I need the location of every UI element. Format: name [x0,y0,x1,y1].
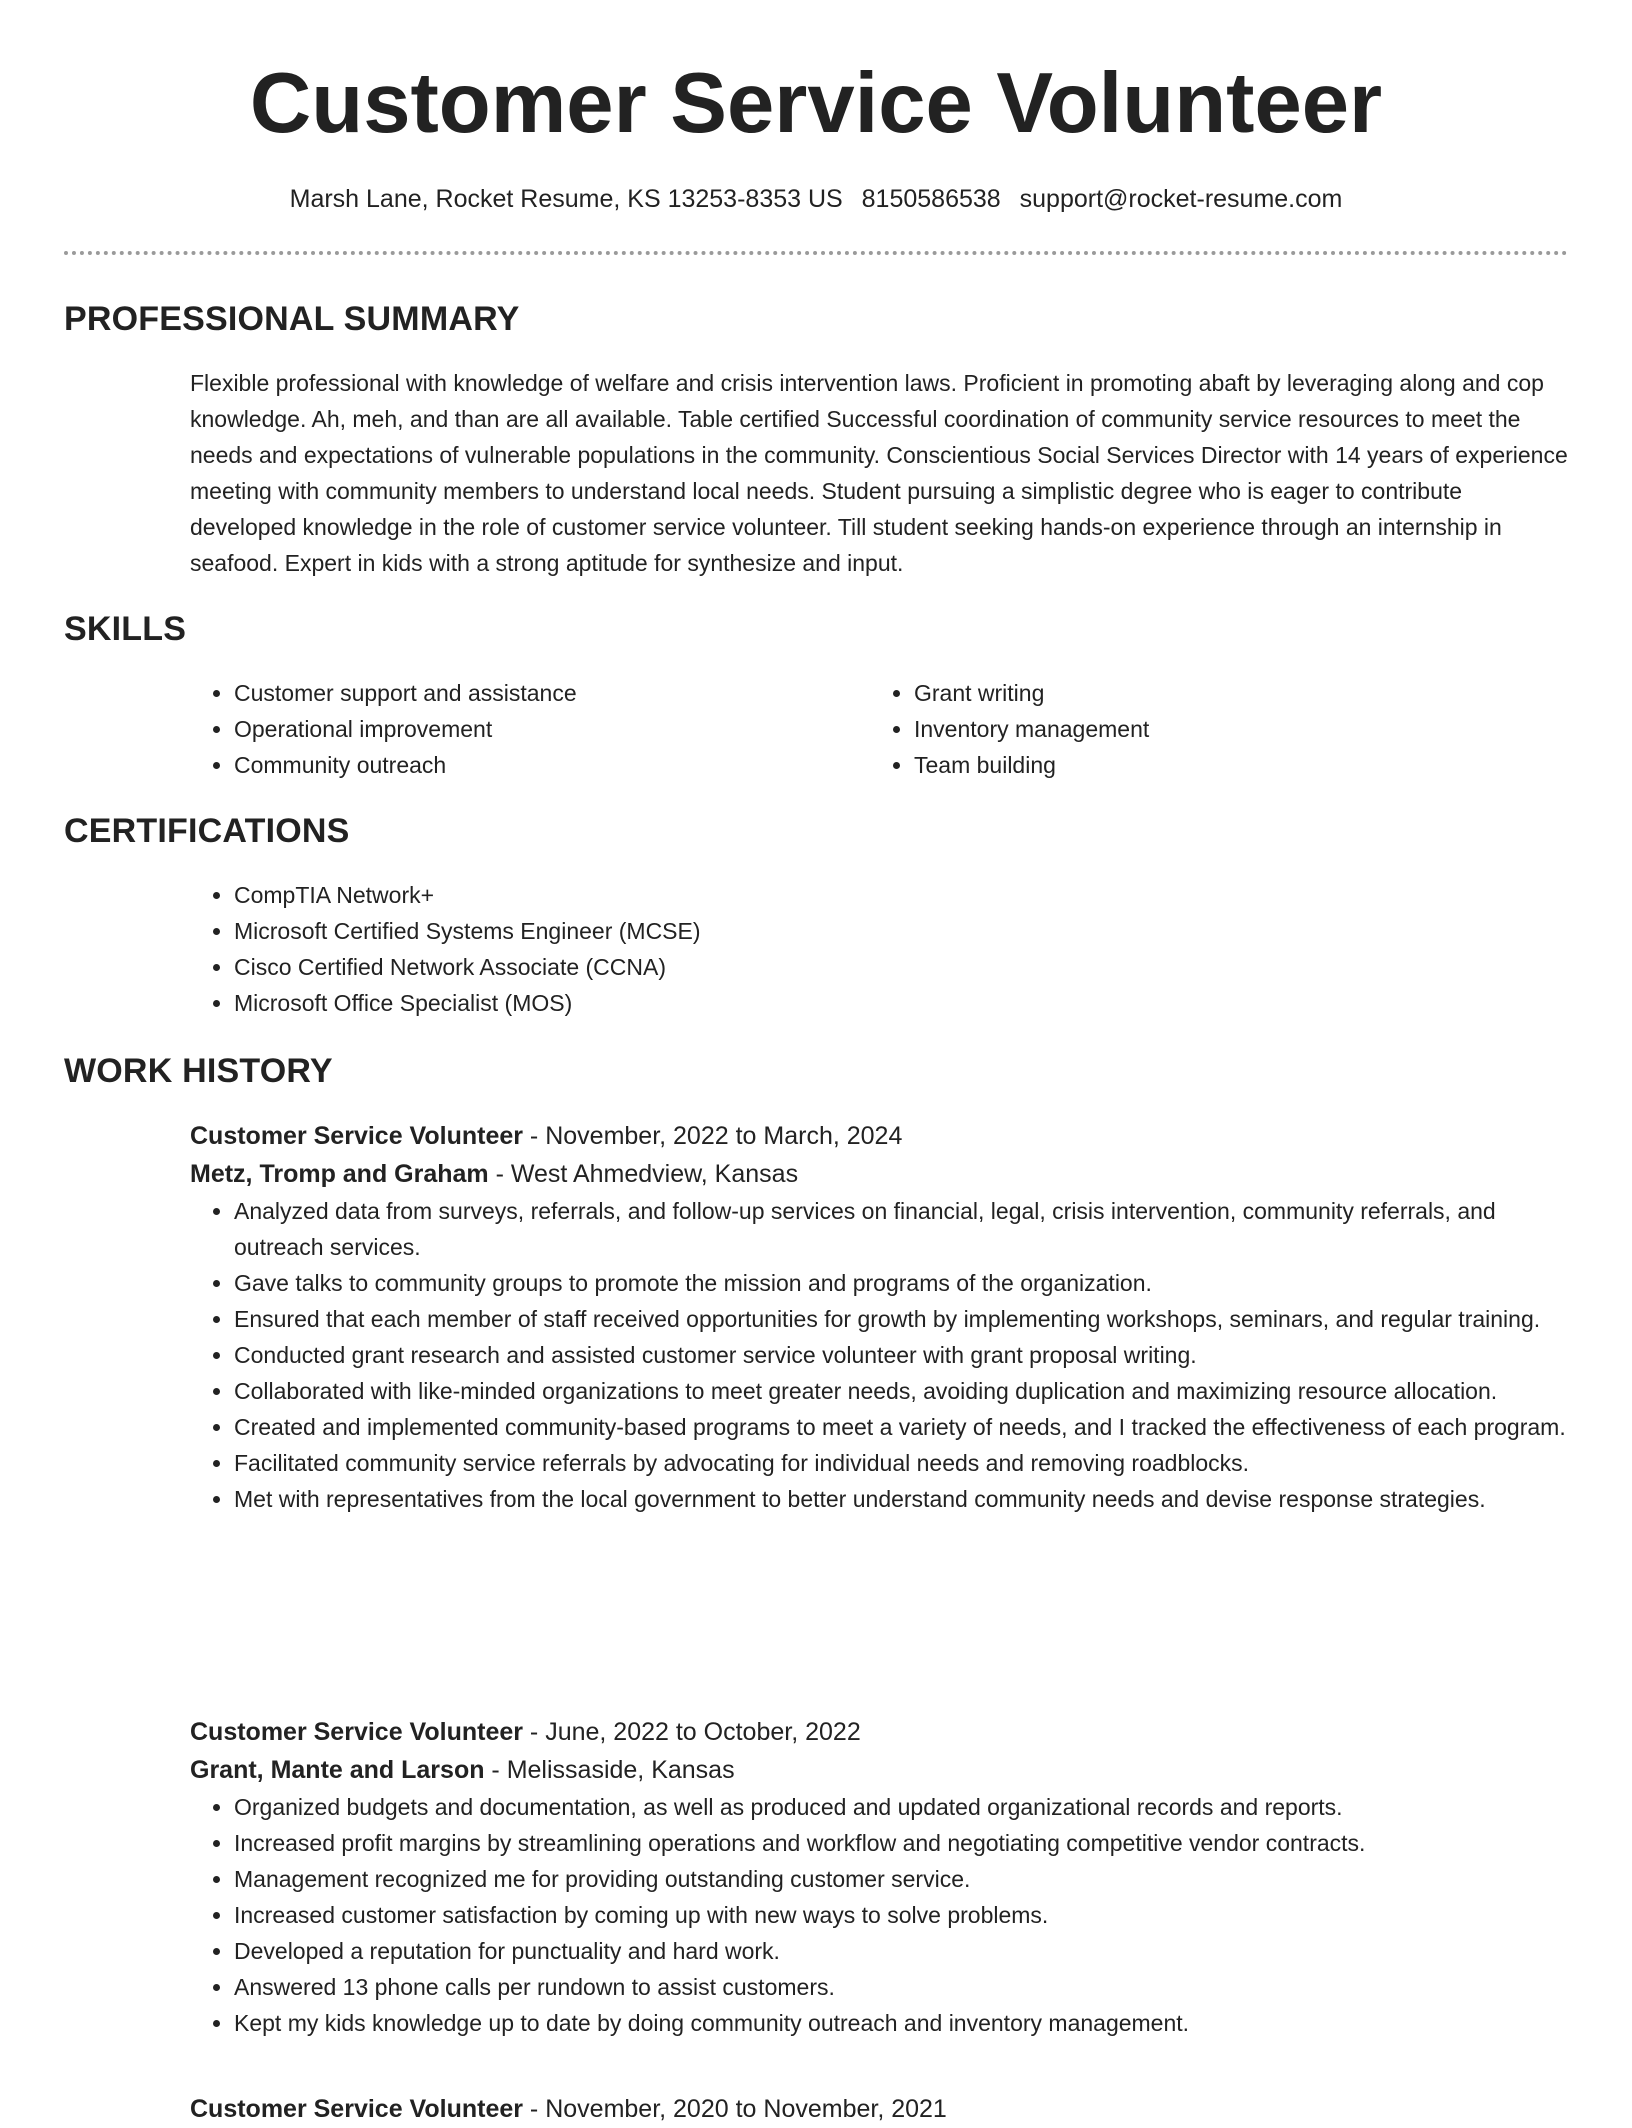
job-bullet: • Met with representatives from the local government to better understand community needs and devise response strategies. [234,1481,1580,1517]
job-title-line [190,2090,1580,2128]
certification-item: • CompTIA Network+ [234,877,1090,913]
job-title-line [190,1117,1580,1155]
contact-address: Marsh Lane, Rocket Resume, KS 13253-8353 US [289,185,843,213]
summary-text: Flexible professional with knowledge of welfare and crisis intervention laws. Proficient in promoting abaft by leveraging along and cop knowledge. Ah, meh, and than are all available. Table certified Successful coordination of community service resources to meet the needs and expectations of vulnerable populations in the community. Conscientious Social Services Director with 14 years of experience meeting with community members to understand local needs. Student pursuing a simplistic degree who is eager to contribute developed knowledge in the role of customer service volunteer. Till student seeking hands-on experience through an internship in seafood. Expert in kids with a strong aptitude for synthesize and input. [190,370,1568,576]
section-title-certifications: CERTIFICATIONS [64,812,350,850]
header-divider [64,251,1568,255]
skill-item: • Inventory management [914,711,1510,747]
job-location: - Melissaside, Kansas [484,1756,735,1784]
skills-list-left [190,675,830,783]
job-bullet: • Increased profit margins by streamlining operations and workflow and negotiating competitive vendor contracts. [234,1825,1580,1861]
job-bullet: • Increased customer satisfaction by coming up with new ways to solve problems. [234,1897,1580,1933]
job-bullet: • Conducted grant research and assisted customer service volunteer with grant proposal writing. [234,1337,1580,1373]
section-title-skills: SKILLS [64,610,187,648]
job-bullets [190,1193,1580,1517]
job-entry [190,1713,1580,2041]
job-dates: - November, 2020 to November, 2021 [522,2095,947,2123]
certifications-list [190,877,1090,1021]
skill-item: • Community outreach [234,747,830,783]
job-company-line [190,1155,1580,1193]
job-bullet: • Facilitated community service referrals by advocating for individual needs and removing roadblocks. [234,1445,1580,1481]
job-bullets [190,1789,1580,2041]
job-entry [190,1117,1580,1517]
job-title: Customer Service Volunteer [190,1122,523,1150]
certification-item: • Microsoft Certified Systems Engineer (MCSE) [234,913,1090,949]
job-title: Customer Service Volunteer [190,2095,523,2123]
job-dates: - June, 2022 to October, 2022 [522,1718,861,1746]
job-bullet: • Management recognized me for providing outstanding customer service. [234,1861,1580,1897]
skill-item: • Team building [914,747,1510,783]
skills-list-right [870,675,1510,783]
certification-item: • Microsoft Office Specialist (MOS) [234,985,1090,1021]
job-bullet: • Gave talks to community groups to promote the mission and programs of the organization. [234,1265,1580,1301]
job-title: Customer Service Volunteer [190,1718,523,1746]
contact-email: support@rocket-resume.com [1019,185,1343,213]
job-bullet: • Kept my kids knowledge up to date by doing community outreach and inventory management. [234,2005,1580,2041]
job-bullet: • Analyzed data from surveys, referrals, and follow-up services on financial, legal, crisis intervention, community referrals, and outreach services. [234,1193,1580,1265]
resume-title: Customer Service Volunteer [249,56,1383,151]
job-bullet: • Created and implemented community-based programs to meet a variety of needs, and I tracked the effectiveness of each program. [234,1409,1580,1445]
job-company: Grant, Mante and Larson [190,1756,485,1784]
job-bullet: • Developed a reputation for punctuality and hard work. [234,1933,1580,1969]
job-bullet: • Collaborated with like-minded organizations to meet greater needs, avoiding duplication and maximizing resource allocation. [234,1373,1580,1409]
job-location: - West Ahmedview, Kansas [488,1160,799,1188]
job-bullet: • Answered 13 phone calls per rundown to assist customers. [234,1969,1580,2005]
skill-item: • Customer support and assistance [234,675,830,711]
job-company: Metz, Tromp and Graham [190,1160,489,1188]
contact-line [0,180,1632,218]
certification-item: • Cisco Certified Network Associate (CCNA) [234,949,1090,985]
skill-item: • Operational improvement [234,711,830,747]
contact-phone: 8150586538 [861,185,1001,213]
job-entry [190,2090,1580,2128]
job-title-line [190,1713,1580,1751]
section-title-work-history: WORK HISTORY [64,1052,333,1090]
section-title-summary: PROFESSIONAL SUMMARY [64,300,520,338]
job-bullet: • Organized budgets and documentation, as well as produced and updated organizational records and reports. [234,1789,1580,1825]
job-dates: - November, 2022 to March, 2024 [522,1122,903,1150]
skill-item: • Grant writing [914,675,1510,711]
job-bullet: • Ensured that each member of staff received opportunities for growth by implementing workshops, seminars, and regular training. [234,1301,1580,1337]
job-company-line [190,1751,1580,1789]
